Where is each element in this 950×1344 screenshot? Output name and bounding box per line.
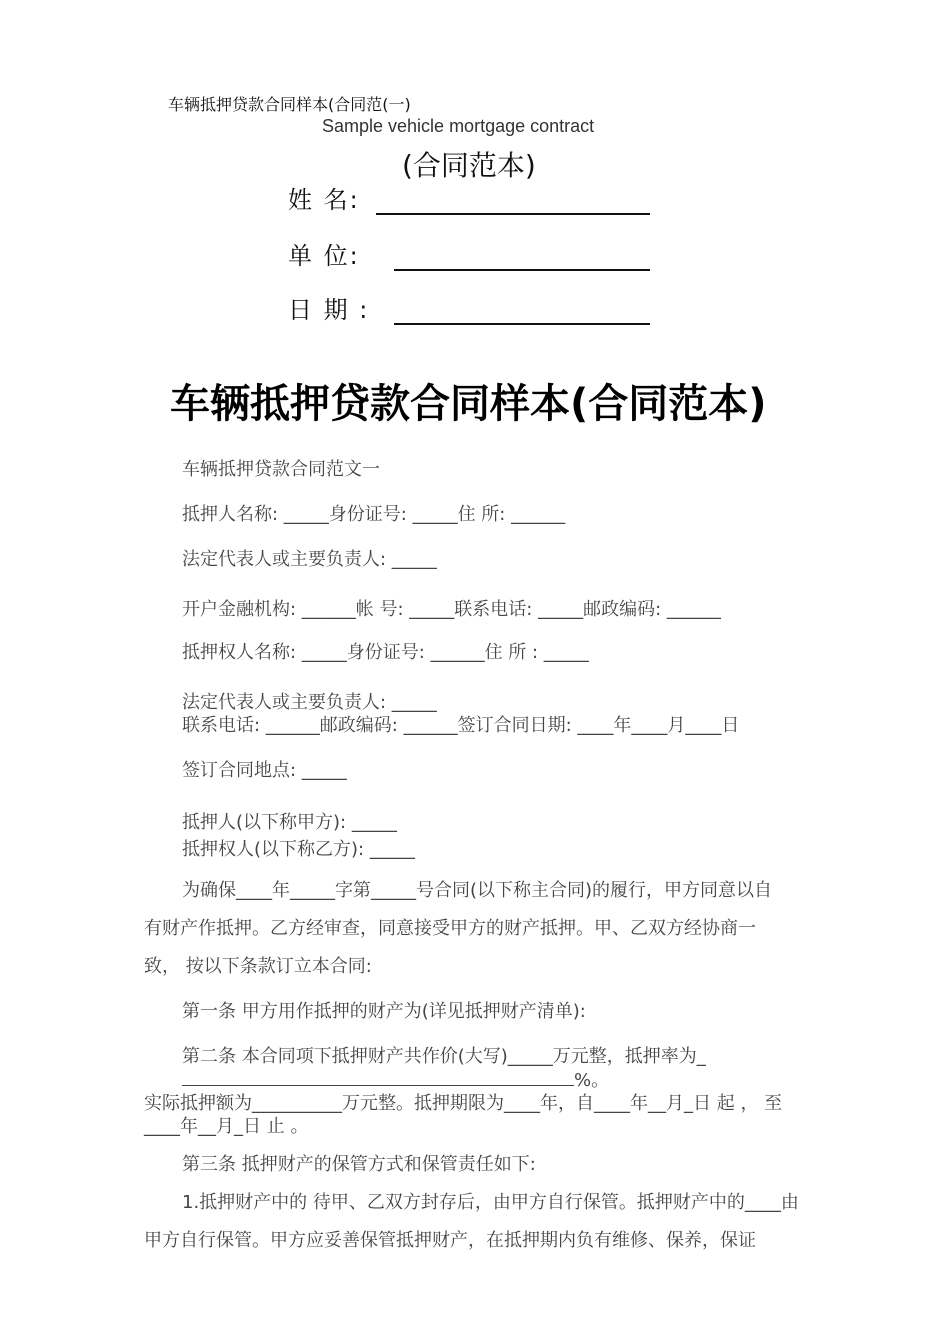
cover-name-label: 姓 名: [288, 186, 360, 214]
cover-unit-blank [394, 243, 650, 271]
paragraph-1-line-3: 致， 按以下条款订立本合同: [144, 956, 372, 977]
rate-blank [182, 1067, 574, 1086]
mortgagor-line: 抵押人名称: _____身份证号: _____住 所: ______ [182, 504, 566, 525]
legal-rep-line-2: 法定代表人或主要负责人: _____ [182, 692, 437, 713]
article-1: 第一条 甲方用作抵押的财产为(详见抵押财产清单): [182, 1001, 586, 1022]
cover-date-row [288, 290, 650, 325]
paragraph-1-line-1: 为确保____年_____字第_____号合同(以下称主合同)的履行，甲方同意以自 [182, 880, 773, 901]
percent-sign: %。 [574, 1070, 610, 1091]
article-2-line-1: 第二条 本合同项下抵押财产共作价(大写)_____万元整，抵押率为_ [182, 1046, 706, 1067]
cover-unit-label: 单 位: [288, 242, 360, 270]
article-2-line-3: 实际抵押额为__________万元整。抵押期限为____年，自____年__月_日 起 ， 至 [144, 1093, 783, 1114]
cover-unit-row [288, 236, 650, 271]
article-3: 第三条 抵押财产的保管方式和保管责任如下: [182, 1154, 536, 1175]
bank-line: 开户金融机构: ______帐 号: _____联系电话: _____邮政编码: ______ [182, 599, 721, 620]
chinese-subtitle: (合同范本) [402, 149, 536, 182]
main-title: 车辆抵押贷款合同样本(合同范本) [170, 381, 767, 427]
cover-name-blank [376, 187, 650, 215]
paragraph-1-line-2: 有财产作抵押。乙方经审查，同意接受甲方的财产抵押。甲、乙双方经协商一 [144, 918, 756, 939]
header-small-title: 车辆抵押贷款合同样本(合同范(一) [168, 95, 411, 114]
mortgagee-line: 抵押权人名称: _____身份证号: ______住 所 : _____ [182, 642, 589, 663]
cover-date-blank [394, 297, 650, 325]
english-subtitle: Sample vehicle mortgage contract [322, 116, 595, 136]
article-3-item-1-line-2: 甲方自行保管。甲方应妥善保管抵押财产，在抵押期内负有维修、保养，保证 [144, 1230, 756, 1251]
contact-line: 联系电话: ______邮政编码: ______签订合同日期: ____年____月____日 [182, 715, 740, 736]
place-line: 签订合同地点: _____ [182, 760, 347, 781]
cover-name-row [288, 180, 650, 215]
legal-rep-line-1: 法定代表人或主要负责人: _____ [182, 549, 437, 570]
party-b-line: 抵押权人(以下称乙方): _____ [182, 839, 415, 860]
party-a-line: 抵押人(以下称甲方): _____ [182, 812, 397, 833]
doc-subtitle: 车辆抵押贷款合同范文一 [182, 459, 380, 480]
article-2-line-4: ____年__月_日 止 。 [144, 1116, 309, 1137]
cover-date-label: 日 期 : [288, 296, 370, 324]
article-3-item-1-line-1: 1.抵押财产中的 待甲、乙双方封存后，由甲方自行保管。抵押财产中的____由 [182, 1192, 799, 1213]
